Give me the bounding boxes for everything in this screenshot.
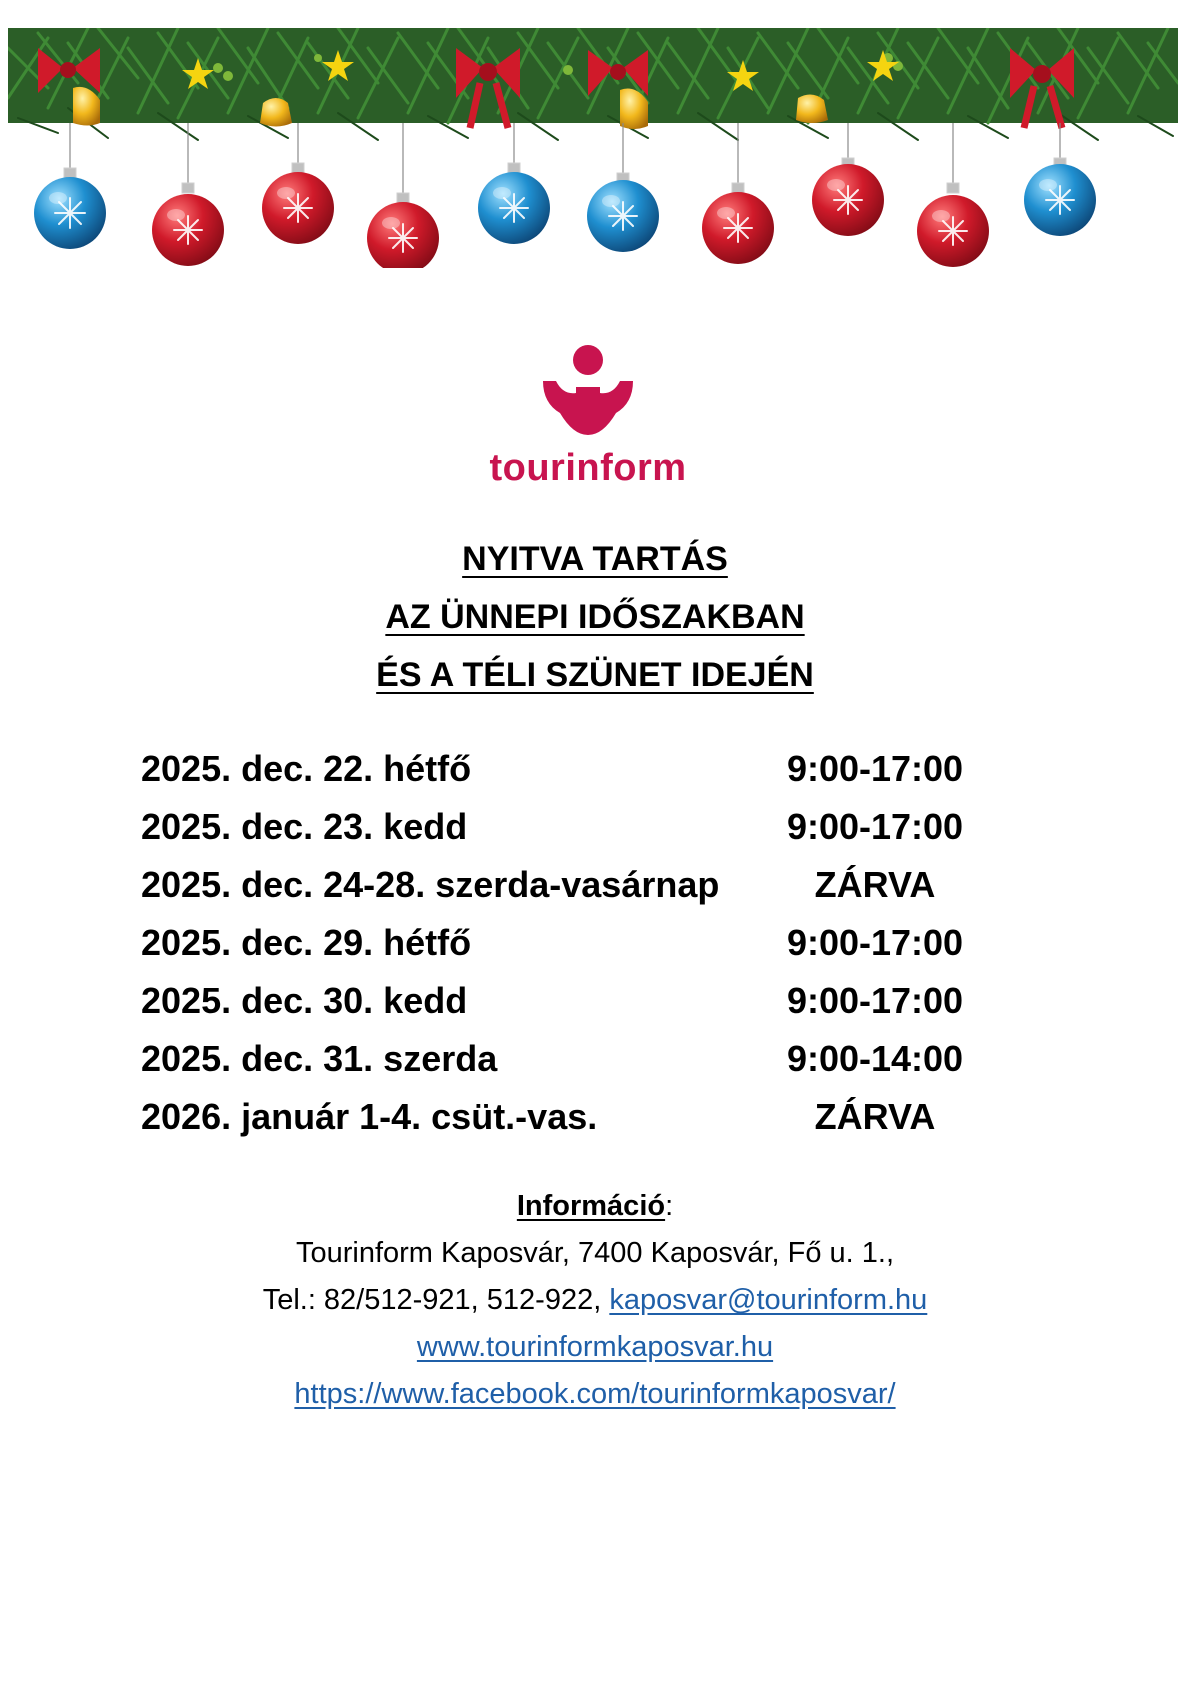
schedule-date: 2025. dec. 24-28. szerda-vasárnap [141,864,720,905]
schedule-row [141,856,1001,914]
contact-info [0,1183,1190,1418]
phone-text: Tel.: 82/512-921, 512-922, [262,1284,610,1316]
schedule-date: 2025. dec. 23. kedd [141,806,468,847]
schedule-date: 2025. dec. 22. hétfő [141,748,472,789]
info-label-suffix: : [665,1190,674,1222]
schedule-hours: 9:00-14:00 [786,1038,964,1079]
info-label: Információ [516,1190,666,1222]
website-link[interactable]: www.tourinformkaposvar.hu [416,1331,774,1363]
title-line-2: AZ ÜNNEPI IDŐSZAKBAN [385,598,805,636]
schedule-hours: 9:00-17:00 [786,980,964,1021]
title-line-3: ÉS A TÉLI SZÜNET IDEJÉN [376,656,814,694]
schedule-row [141,1030,1001,1088]
facebook-link[interactable]: https://www.facebook.com/tourinformkaposvar/ [294,1378,896,1410]
schedule-date: 2025. dec. 29. hétfő [141,922,472,963]
schedule-row [141,1088,1001,1146]
schedule-date: 2025. dec. 30. kedd [141,980,468,1021]
info-heading [0,1183,1190,1230]
website-line [0,1324,1190,1371]
logo-wordmark: tourinform [489,447,687,489]
schedule-row [141,740,1001,798]
schedule-hours: 9:00-17:00 [786,806,964,847]
schedule-hours: ZÁRVA [814,1096,936,1137]
schedule-hours: ZÁRVA [814,864,936,905]
schedule-date: 2025. dec. 31. szerda [141,1038,498,1079]
opening-hours-list [141,740,1001,1146]
title-line-1: NYITVA TARTÁS [462,540,728,578]
schedule-row [141,914,1001,972]
tourinform-logo [470,343,706,500]
schedule-row [141,798,1001,856]
address-line: Tourinform Kaposvár, 7400 Kaposvár, Fő u. 1., [295,1237,895,1269]
schedule-hours: 9:00-17:00 [786,922,964,963]
facebook-line [0,1371,1190,1418]
tourinform-logo-icon [538,343,638,438]
phone-line [0,1277,1190,1324]
christmas-garland-ornaments-icon [8,28,1178,268]
page-title [0,530,1190,704]
schedule-hours: 9:00-17:00 [786,748,964,789]
schedule-date: 2026. január 1-4. csüt.-vas. [141,1096,598,1137]
schedule-row [141,972,1001,1030]
email-link[interactable]: kaposvar@tourinform.hu [609,1284,928,1316]
